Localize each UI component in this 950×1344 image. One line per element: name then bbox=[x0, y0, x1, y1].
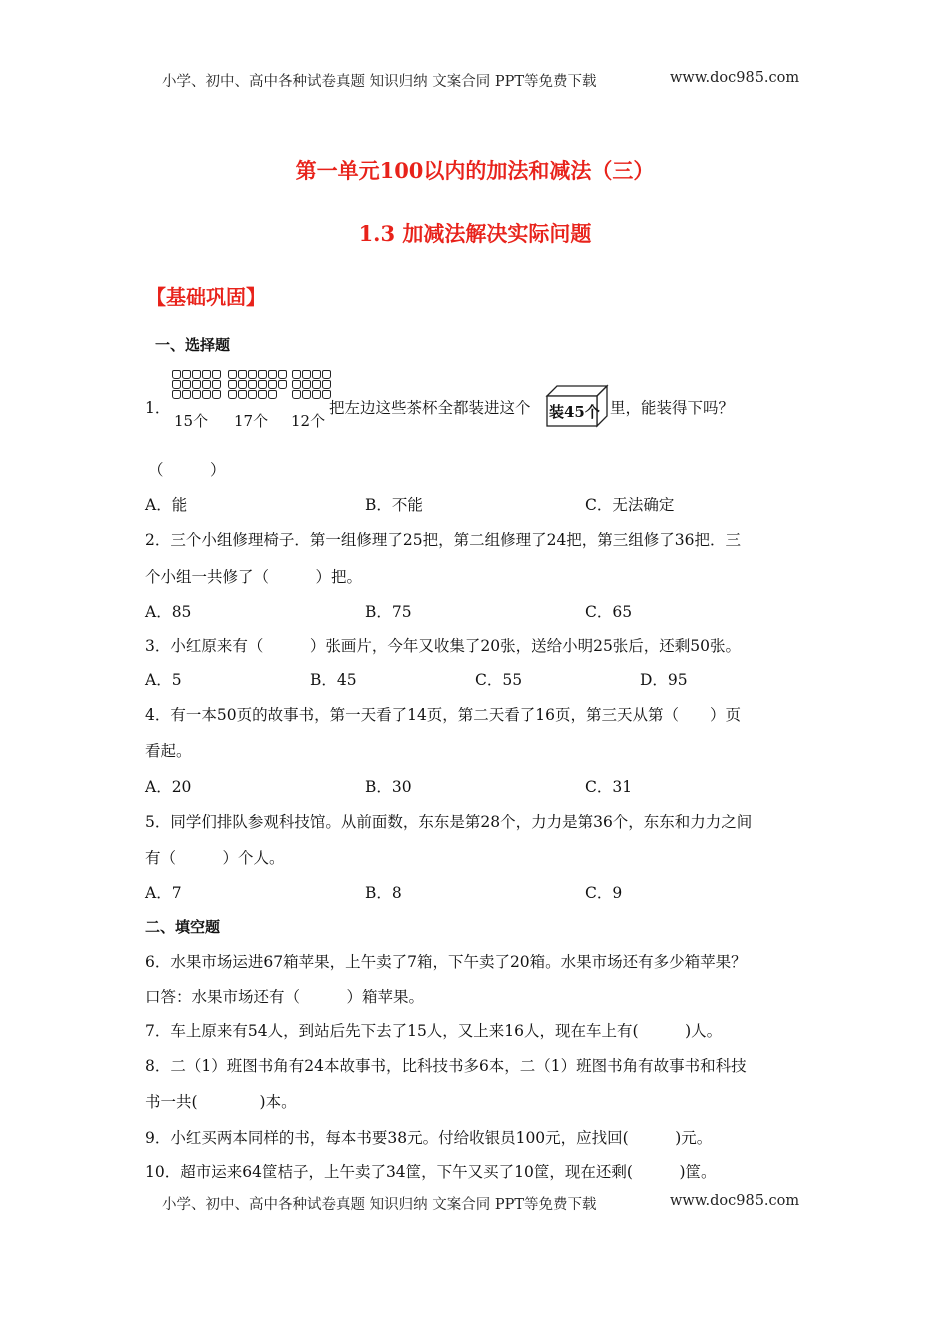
q10-line: 10．超市运来64筐桔子，上午卖了34筐，下午又买了10筐，现在还剩( )筐。 bbox=[145, 1163, 717, 1181]
q8-line2: 书一共( )本。 bbox=[145, 1093, 297, 1111]
q8-line1: 8．二（1）班图书角有24本故事书，比科技书多6本，二（1）班图书角有故事书和科技 bbox=[145, 1057, 747, 1075]
page-title: 第一单元100以内的加法和减法（三） bbox=[295, 158, 655, 183]
q3-option-c[interactable]: C．55 bbox=[475, 671, 523, 689]
cup-count-2: 17个 bbox=[234, 412, 269, 430]
section-heading: 【基础巩固】 bbox=[146, 285, 266, 309]
part-heading-choice: 一、选择题 bbox=[155, 336, 231, 354]
q2-line1: 2．三个小组修理椅子．第一组修理了25把，第二组修理了24把，第三组修了36把．三 bbox=[145, 531, 742, 549]
q4-option-a[interactable]: A．20 bbox=[145, 778, 192, 796]
q4-line1: 4．有一本50页的故事书，第一天看了14页，第二天看了16页，第三天从第（ ）页 bbox=[145, 706, 742, 724]
q3-line1: 3．小红原来有（ ）张画片，今年又收集了20张，送给小明25张后，还剩50张。 bbox=[145, 637, 742, 655]
footer-text: 小学、初中、高中各种试卷真题 知识归纳 文案合同 PPT等免费下载 bbox=[162, 1197, 597, 1213]
cup-group-17 bbox=[228, 370, 287, 400]
cup-group-15 bbox=[172, 370, 221, 400]
box-icon bbox=[545, 384, 609, 432]
header-text: 小学、初中、高中各种试卷真题 知识归纳 文案合同 PPT等免费下载 bbox=[162, 74, 597, 90]
q2-option-a[interactable]: A．85 bbox=[145, 603, 192, 621]
q2-line2: 个小组一共修了（ ）把。 bbox=[145, 568, 363, 586]
q1-option-b[interactable]: B．不能 bbox=[365, 496, 423, 514]
q2-option-b[interactable]: B．75 bbox=[365, 603, 412, 621]
q6-line2: 口答：水果市场还有（ ）箱苹果。 bbox=[145, 988, 425, 1006]
q3-option-a[interactable]: A．5 bbox=[145, 671, 182, 689]
q5-option-a[interactable]: A．7 bbox=[145, 884, 182, 902]
q5-option-c[interactable]: C．9 bbox=[585, 884, 623, 902]
q4-line2: 看起。 bbox=[145, 742, 192, 760]
q1-option-c[interactable]: C．无法确定 bbox=[585, 496, 675, 514]
q1-text-a: 把左边这些茶杯全都装进这个 bbox=[329, 399, 531, 417]
q2-option-c[interactable]: C．65 bbox=[585, 603, 633, 621]
q6-line1: 6．水果市场运进67箱苹果，上午卖了7箱，下午卖了20箱。水果市场还有多少箱苹果？ bbox=[145, 953, 747, 971]
q9-line: 9．小红买两本同样的书，每本书要38元。付给收银员100元，应找回( )元。 bbox=[145, 1129, 713, 1147]
q5-option-b[interactable]: B．8 bbox=[365, 884, 402, 902]
q3-option-d[interactable]: D．95 bbox=[640, 671, 688, 689]
q5-line1: 5．同学们排队参观科技馆。从前面数，东东是第28个，力力是第36个，东东和力力之间 bbox=[145, 813, 753, 831]
box-label: 装45个 bbox=[549, 403, 600, 421]
q3-option-b[interactable]: B．45 bbox=[310, 671, 357, 689]
q4-option-c[interactable]: C．31 bbox=[585, 778, 633, 796]
q5-line2: 有（ ）个人。 bbox=[145, 849, 285, 867]
q1-blank: （ ） bbox=[148, 461, 226, 479]
cup-count-3: 12个 bbox=[291, 412, 326, 430]
cup-group-12 bbox=[292, 370, 331, 400]
q7-line: 7．车上原来有54人，到站后先下去了15人，又上来16人，现在车上有( )人。 bbox=[145, 1022, 723, 1040]
q1-number: 1． bbox=[145, 399, 171, 417]
q1-option-a[interactable]: A．能 bbox=[145, 496, 188, 514]
q1-text-b: 里，能装得下吗？ bbox=[610, 399, 735, 417]
footer-url[interactable]: www.doc985.com bbox=[670, 1193, 800, 1209]
q4-option-b[interactable]: B．30 bbox=[365, 778, 412, 796]
cup-count-1: 15个 bbox=[174, 412, 209, 430]
page-subtitle: 1.3 加减法解决实际问题 bbox=[358, 221, 592, 246]
part-heading-fill: 二、填空题 bbox=[145, 918, 221, 936]
header-url[interactable]: www.doc985.com bbox=[670, 70, 800, 86]
